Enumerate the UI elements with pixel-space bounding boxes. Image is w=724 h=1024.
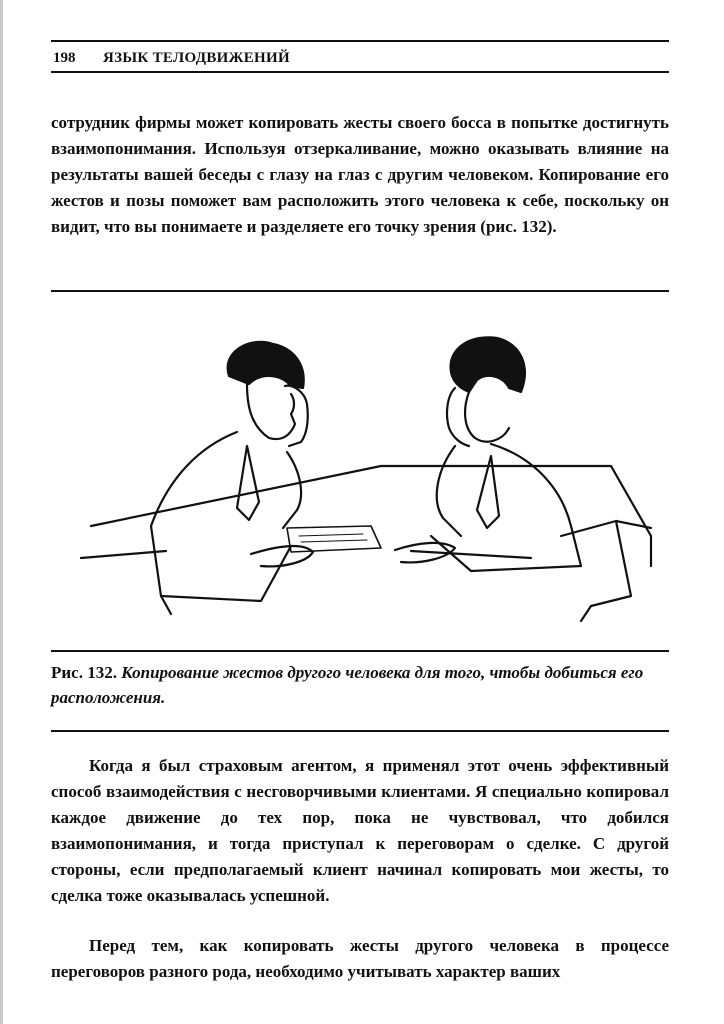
paragraph-intro: сотрудник фирмы может копировать жесты своего босса в попытке достигнуть взаимопонимания. Используя отзеркаливание, можно оказывать влияние на результаты вашей беседы с глазу на глаз с другим человеком. Копирование его жестов и позы поможет вам расположить этого человека к себе, поскольку он видит, что вы понимаете и разделяете его точку зрения (рис. 132). (51, 113, 669, 236)
left-man-face (247, 384, 295, 439)
running-header (51, 40, 669, 74)
caption-label: Рис. 132. (51, 663, 117, 682)
caption-text: Копирование жестов другого человека для того, чтобы добиться его расположения. (51, 663, 644, 707)
left-man-hand (285, 386, 308, 446)
left-man-tie (237, 446, 259, 520)
figure-caption (51, 660, 669, 710)
page-number: 198 (53, 50, 76, 66)
left-man-arm (283, 452, 301, 528)
running-title: ЯЗЫК ТЕЛОДВИЖЕНИЙ (103, 50, 290, 66)
figure-illustration (51, 296, 669, 646)
caption-rule-bottom (51, 730, 669, 732)
header-rule-top (51, 40, 669, 42)
table-edge-left (81, 551, 166, 558)
chair (561, 521, 631, 606)
right-man-arm (437, 446, 461, 536)
right-man-hair (451, 337, 525, 392)
figure-rule-top (51, 290, 669, 292)
right-man-shirt (431, 444, 581, 571)
document-sheets (287, 526, 381, 552)
left-man-shirt (151, 432, 291, 601)
header-rule-bottom (51, 71, 669, 73)
table-edge-right (411, 551, 531, 558)
page-edge (0, 0, 3, 1024)
left-man-hair (228, 342, 304, 388)
paragraph-before-copying: Перед тем, как копировать жесты другого человека в процессе переговоров разного рода, необходимо учитывать характер ваших (51, 936, 669, 981)
caption-rule-top (51, 650, 669, 652)
paragraph-insurance-agent: Когда я был страховым агентом, я применял этот очень эффективный способ взаимодействия с несговорчивыми клиентами. Я специально копировал каждое движение до тех пор, пока не чувствовал, что добился взаимопонимания, и тогда приступал к переговорам о сделке. С другой стороны, если предполагаемый клиент начинал копировать мои жесты, то сделка тоже оказывалась успешной. (51, 756, 669, 905)
right-man-face (465, 392, 509, 442)
